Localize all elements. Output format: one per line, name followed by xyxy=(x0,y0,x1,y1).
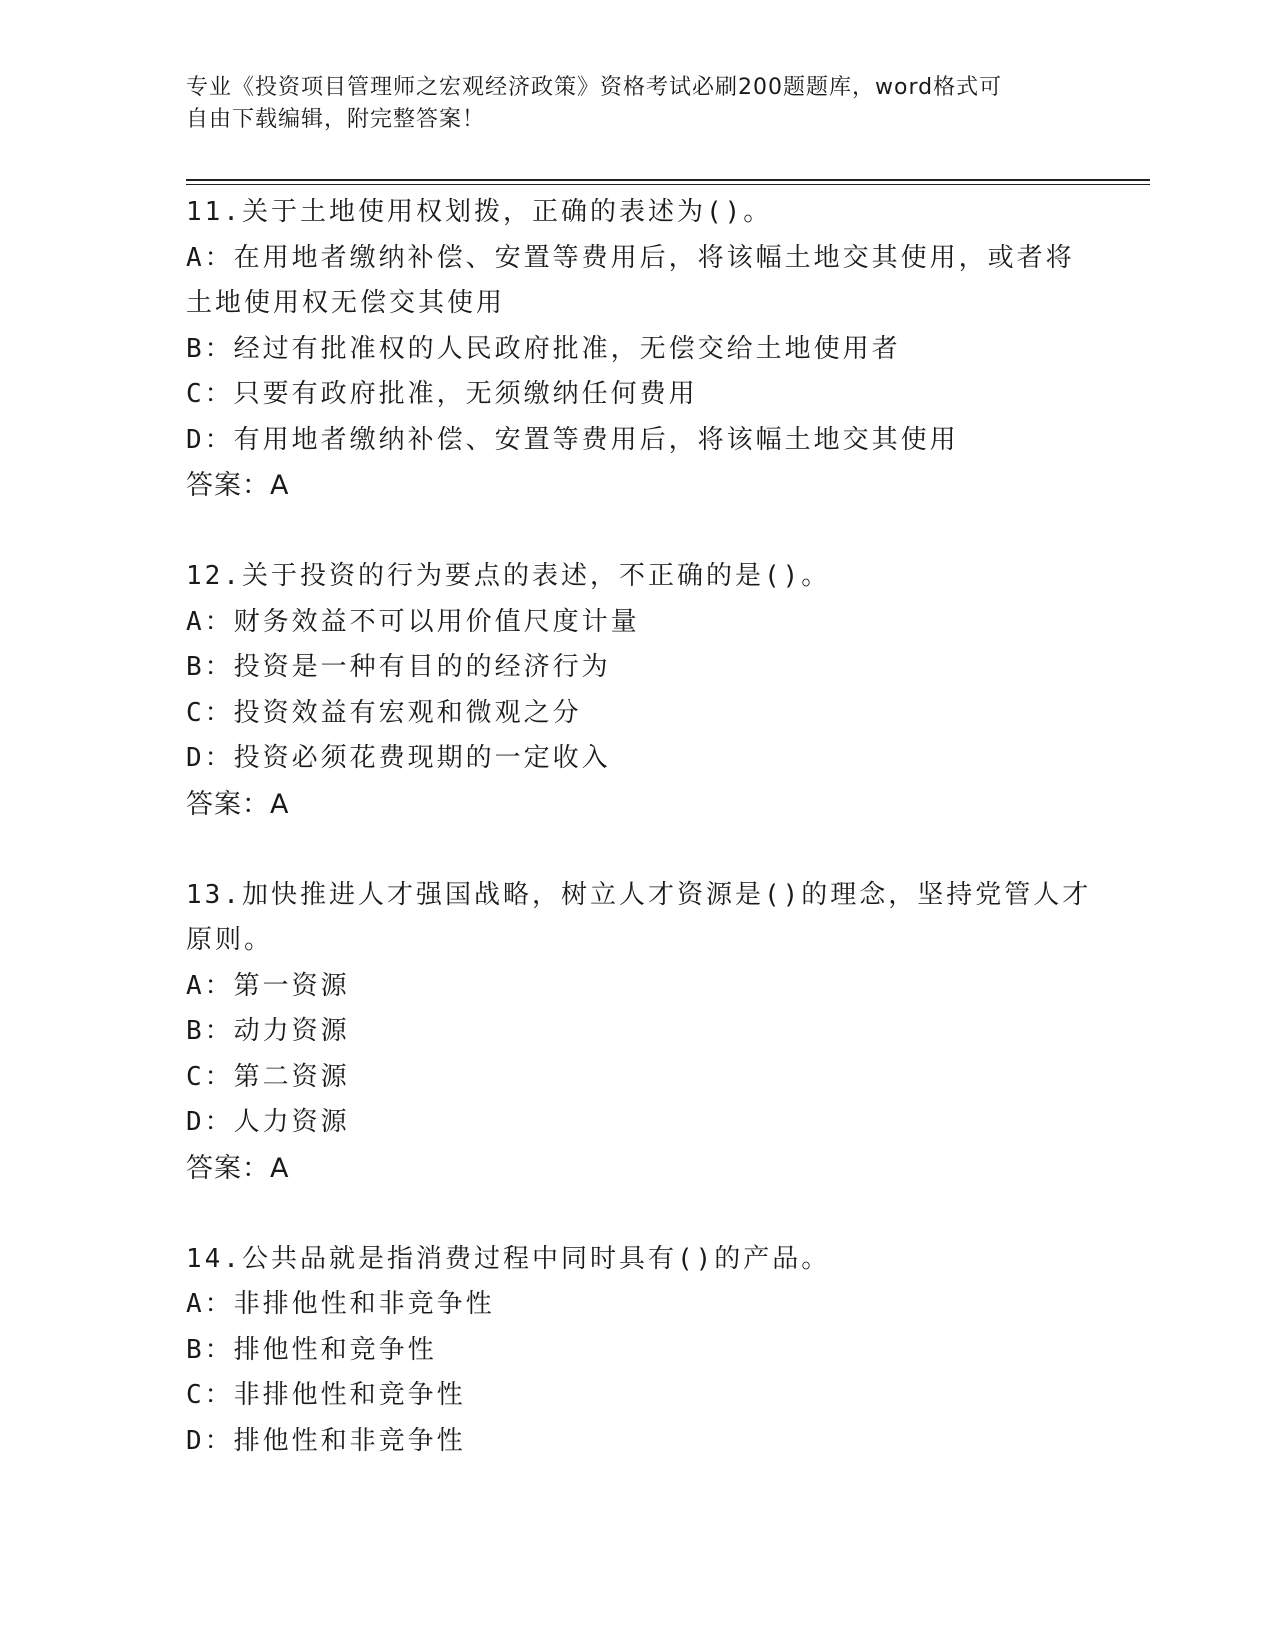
question-gap xyxy=(186,509,1116,555)
option-d: D：投资必须花费现期的一定收入 xyxy=(186,743,611,773)
option-d: D：排他性和非竞争性 xyxy=(186,1425,466,1456)
option-b: B：动力资源 xyxy=(186,1016,350,1046)
option-b: B：经过有批准权的人民政府批准，无偿交给土地使用者 xyxy=(186,333,901,364)
option-c: C：只要有政府批准，无须缴纳任何费用 xyxy=(186,379,698,409)
question-12 xyxy=(186,554,1116,827)
option-c: C：投资效益有宏观和微观之分 xyxy=(186,697,582,728)
option-b: B：排他性和竞争性 xyxy=(186,1334,437,1365)
question-11 xyxy=(186,190,1116,509)
question-list xyxy=(186,190,1116,1464)
header-title-line-1: 专业《投资项目管理师之宏观经济政策》资格考试必刷200题题库，word格式可 xyxy=(186,75,1003,100)
header-divider-thick xyxy=(186,179,1150,181)
option-d: D：有用地者缴纳补偿、安置等费用后，将该幅土地交其使用 xyxy=(186,424,959,455)
option-d: D：人力资源 xyxy=(186,1107,350,1137)
option-a: A：在用地者缴纳补偿、安置等费用后，将该幅土地交其使用，或者将 xyxy=(186,242,1075,273)
header-divider-thin xyxy=(186,184,1150,185)
question-stem-continued: 原则。 xyxy=(186,925,274,955)
option-b: B：投资是一种有目的的经济行为 xyxy=(186,652,611,682)
page-header xyxy=(186,72,1066,136)
option-a-continued: 土地使用权无偿交其使用 xyxy=(186,288,506,318)
option-a: A：非排他性和非竞争性 xyxy=(186,1289,495,1319)
option-c: C：第二资源 xyxy=(186,1061,350,1092)
question-stem: 12.关于投资的行为要点的表述，不正确的是()。 xyxy=(186,561,831,591)
question-gap xyxy=(186,827,1116,873)
question-gap xyxy=(186,1191,1116,1237)
question-stem: 13.加快推进人才强国战略，树立人才资源是()的理念，坚持党管人才 xyxy=(186,879,1092,910)
answer-label: 答案：A xyxy=(186,788,290,820)
question-13 xyxy=(186,873,1116,1192)
question-stem: 11.关于土地使用权划拨，正确的表述为()。 xyxy=(186,197,773,227)
question-stem: 14.公共品就是指消费过程中同时具有()的产品。 xyxy=(186,1243,831,1274)
question-14 xyxy=(186,1237,1116,1465)
answer-label: 答案：A xyxy=(186,1152,290,1184)
option-a: A：财务效益不可以用价值尺度计量 xyxy=(186,606,640,637)
header-title-line-2: 自由下载编辑，附完整答案！ xyxy=(186,107,486,132)
answer-label: 答案：A xyxy=(186,470,290,501)
option-a: A：第一资源 xyxy=(186,970,350,1001)
option-c: C：非排他性和竞争性 xyxy=(186,1380,466,1410)
